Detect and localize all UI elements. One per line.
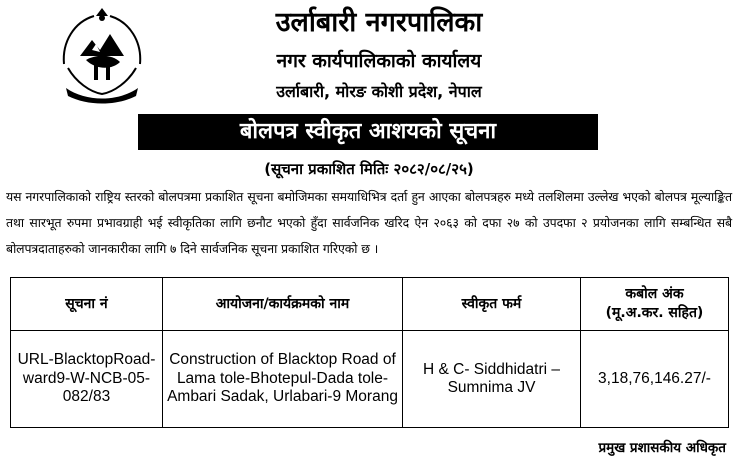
header-bid-amount	[581, 278, 729, 331]
office-title: नगर कार्यपालिकाको कार्यालय	[276, 50, 482, 72]
office-address: उर्लाबारी, मोरङ कोशी प्रदेश, नेपाल	[276, 82, 482, 101]
table-header-row	[11, 278, 729, 331]
cell-notice-no: URL-BlacktopRoad-ward9-W-NCB-05-082/83	[11, 331, 163, 428]
header-bid-amount-line1: कबोल अंक	[625, 286, 684, 302]
notice-title-banner: बोलपत्र स्वीकृत आशयको सूचना	[138, 114, 598, 150]
notice-body: यस नगरपालिकाको राष्ट्रिय स्तरको बोलपत्रमा प्रकाशित सूचना बमोजिमका समयाधिभित्र दर्ता हुन आएका बोलपत्रहरु मध्ये तलशिलमा उल्लेख भएको बोलपत्र मूल्याङ्कित तथा सारभूत रुपमा प्रभावग्राही भई स्वीकृतिका लागि छनौट भएको हुँदा सार्वजनिक खरिद ऐन २०६३ को दफा २७ को उपदफा २ प्रयोजनका लागि सम्बन्धित सबै बोलपत्रदाताहरुको जानकारीका लागि ७ दिने सार्वजनिक सूचना प्रकाशित गरिएको छ ।	[6, 189, 732, 256]
header-bid-amount-line2: (मू.अ.कर. सहित)	[605, 305, 704, 321]
cell-project-name: Construction of Blacktop Road of Lama tole-Bhotepul-Dada tole-Ambari Sadak, Urlabari-9 Morang	[163, 331, 403, 428]
header-notice-no: सूचना नं	[11, 278, 163, 331]
cell-approved-firm: H & C- Siddhidatri – Sumnima JV	[403, 331, 581, 428]
header-project-name: आयोजना/कार्यक्रमको नाम	[163, 278, 403, 331]
municipality-title: उर्लाबारी नगरपालिका	[275, 7, 483, 38]
header-approved-firm: स्वीकृत फर्म	[403, 278, 581, 331]
publication-date: (सूचना प्रकाशित मितिः २०८२/०८/२५)	[264, 160, 474, 178]
award-table	[10, 277, 729, 428]
cell-bid-amount: 3,18,76,146.27/-	[581, 331, 729, 428]
signature-title: प्रमुख प्रशासकीय अधिकृत	[598, 440, 726, 456]
table-row	[11, 331, 729, 428]
